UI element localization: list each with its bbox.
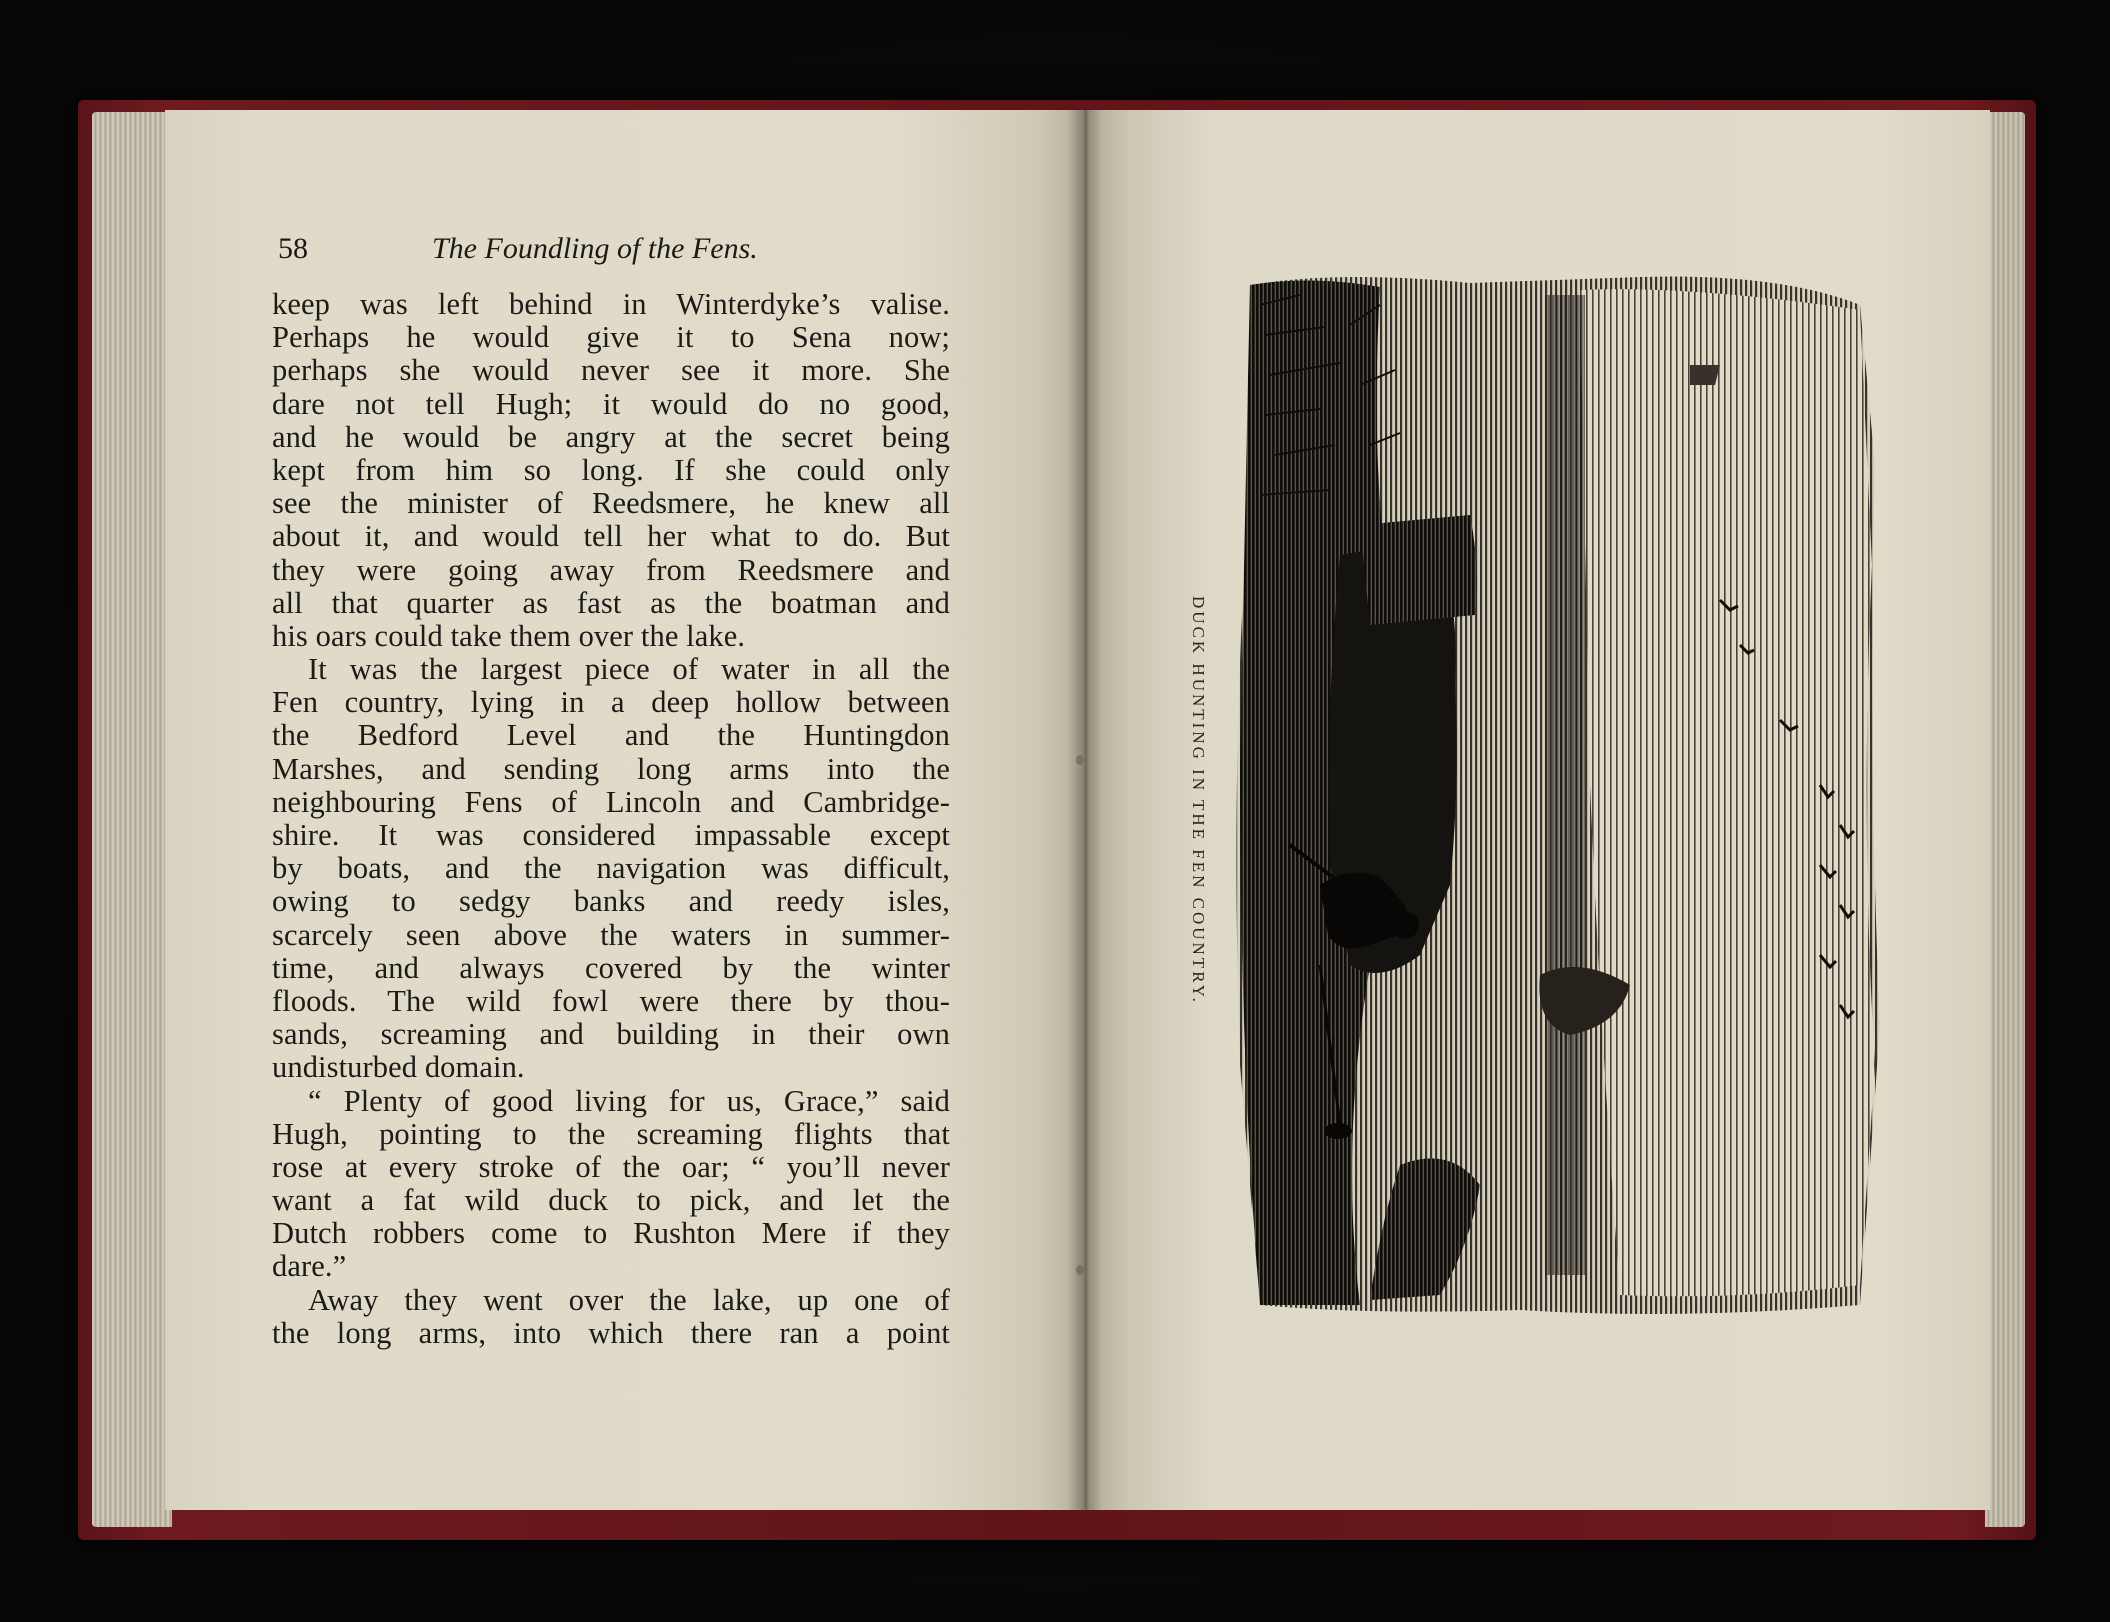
text-line: undisturbed domain.	[272, 1050, 525, 1085]
engraving-illustration	[1220, 265, 1886, 1325]
text-line: neighbouring Fens of Lincoln and Cambridge-	[272, 784, 950, 819]
text-line: by boats, and the navigation was difficult,	[272, 851, 950, 886]
text-line: about it, and would tell her what to do. But	[272, 519, 950, 554]
text-line: dare not tell Hugh; it would do no good,	[272, 386, 950, 421]
text-line: shire. It was considered impassable except	[272, 818, 950, 852]
text-line: and he would be angry at the secret being	[272, 419, 950, 454]
running-title: The Foundling of the Fens.	[432, 232, 758, 265]
book-gutter	[1068, 110, 1102, 1510]
text-line: “ Plenty of good living for us, Grace,” said	[308, 1083, 950, 1118]
illustration-caption: DUCK HUNTING IN THE FEN COUNTRY.	[1189, 596, 1208, 1005]
text-line: the Bedford Level and the Huntingdon	[272, 718, 950, 753]
page-edges-right	[1985, 112, 2025, 1527]
text-line: Hugh, pointing to the screaming flights that	[272, 1116, 950, 1151]
text-line: perhaps she would never see it more. She	[272, 353, 950, 388]
text-line: his oars could take them over the lake.	[272, 618, 746, 653]
text-line: owing to sedgy banks and reedy isles,	[272, 884, 950, 919]
text-line: scarcely seen above the waters in summer-	[272, 917, 950, 952]
text-line: Dutch robbers come to Rushton Mere if they	[272, 1216, 950, 1251]
text-line: floods. The wild fowl were there by thou-	[272, 983, 950, 1018]
text-line: the long arms, into which there ran a point	[272, 1315, 950, 1350]
text-line: see the minister of Reedsmere, he knew all	[272, 486, 950, 521]
text-line: want a fat wild duck to pick, and let the	[272, 1183, 950, 1218]
text-line: all that quarter as fast as the boatman and	[272, 585, 950, 620]
running-head	[278, 232, 978, 276]
text-line: keep was left behind in Winterdyke’s valise.	[272, 287, 950, 321]
text-line: Marshes, and sending long arms into the	[272, 751, 950, 786]
text-line: dare.”	[272, 1249, 347, 1284]
binding-stitch	[1076, 755, 1084, 765]
text-line: sands, screaming and building in their own	[272, 1017, 950, 1052]
text-line: rose at every stroke of the oar; “ you’ll never	[272, 1149, 950, 1184]
text-line: they were going away from Reedsmere and	[272, 552, 950, 587]
text-line: It was the largest piece of water in all the	[308, 652, 950, 687]
page-edges-left	[92, 112, 172, 1527]
page-number: 58	[278, 232, 308, 265]
binding-stitch	[1076, 1265, 1084, 1275]
text-line: kept from him so long. If she could only	[272, 452, 950, 487]
text-line: Away they went over the lake, up one of	[308, 1282, 950, 1317]
text-line: Fen country, lying in a deep hollow between	[272, 685, 950, 720]
text-line: time, and always covered by the winter	[272, 950, 950, 985]
text-line: Perhaps he would give it to Sena now;	[272, 320, 950, 355]
body-text	[272, 288, 950, 1350]
